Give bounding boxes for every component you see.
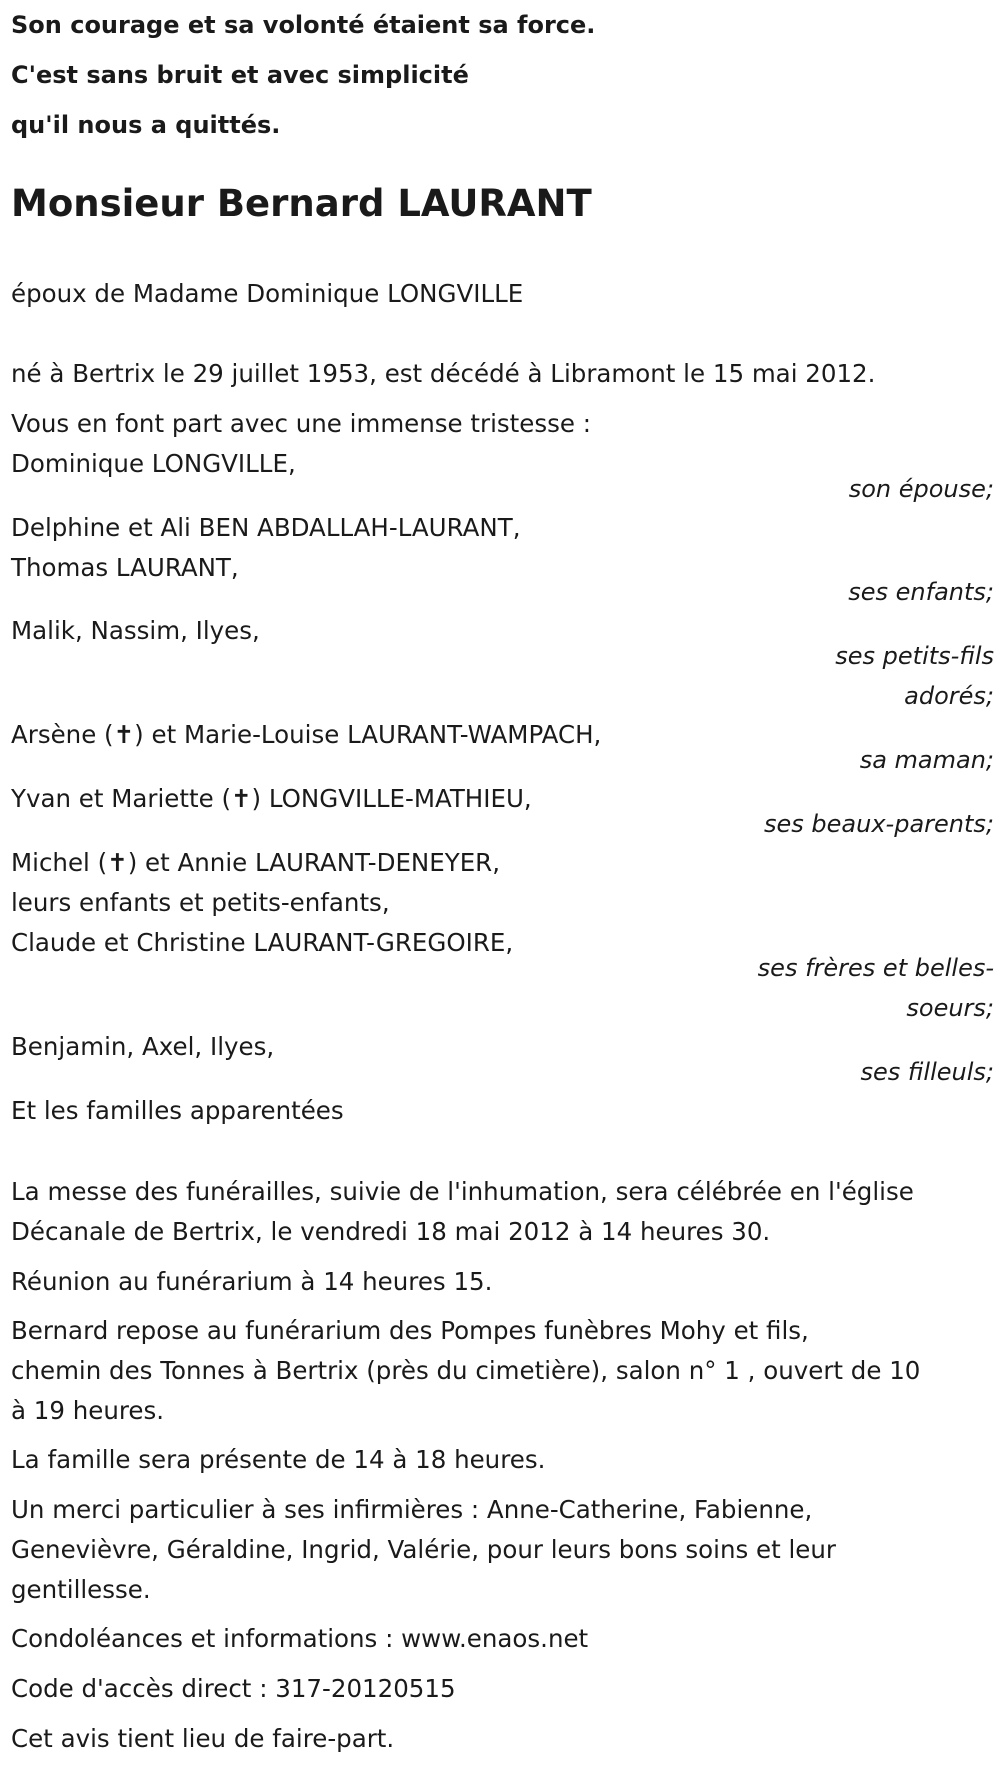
family-spouse-role: son épouse; xyxy=(848,475,994,503)
family-siblings-role-1: ses frères et belles- xyxy=(757,954,994,982)
family-godchildren: Benjamin, Axel, Ilyes, xyxy=(11,1032,275,1061)
ceremony-rest-line-3: à 19 heures. xyxy=(11,1396,165,1425)
ceremony-family-present: La famille sera présente de 14 à 18 heures. xyxy=(11,1445,546,1474)
family-grandsons-role-2: adorés; xyxy=(904,682,994,710)
quote-line-3: qu'il nous a quittés. xyxy=(11,111,281,139)
deceased-name: Monsieur Bernard LAURANT xyxy=(11,182,592,225)
quote-line-2: C'est sans bruit et avec simplicité xyxy=(11,61,469,89)
family-mother-role: sa maman; xyxy=(859,746,994,774)
ceremony-thanks-line-1: Un merci particulier à ses infirmières : Anne-Catherine, Fabienne, xyxy=(11,1495,813,1524)
family-mother: Arsène (✝) et Marie-Louise LAURANT-WAMPACH, xyxy=(11,720,602,749)
family-child-1: Delphine et Ali BEN ABDALLAH-LAURANT, xyxy=(11,513,521,542)
birth-death-line: né à Bertrix le 29 juillet 1953, est décédé à Libramont le 15 mai 2012. xyxy=(11,359,876,388)
family-grandsons-role-1: ses petits-fils xyxy=(835,642,994,670)
quote-line-1: Son courage et sa volonté étaient sa force. xyxy=(11,11,596,39)
family-siblings-role-2: soeurs; xyxy=(906,994,994,1022)
ceremony-mass-line-2: Décanale de Bertrix, le vendredi 18 mai 2012 à 14 heures 30. xyxy=(11,1217,771,1246)
ceremony-condolences: Condoléances et informations : www.enaos.net xyxy=(11,1624,589,1653)
family-inlaws-role: ses beaux-parents; xyxy=(764,810,994,838)
announce-line: Vous en font part avec une immense tristesse : xyxy=(11,409,591,438)
family-relatives: Et les familles apparentées xyxy=(11,1096,344,1125)
spouse-line: époux de Madame Dominique LONGVILLE xyxy=(11,279,524,308)
family-inlaws: Yvan et Mariette (✝) LONGVILLE-MATHIEU, xyxy=(11,784,532,813)
family-sibling-2: Claude et Christine LAURANT-GREGOIRE, xyxy=(11,928,514,957)
family-grandsons: Malik, Nassim, Ilyes, xyxy=(11,616,260,645)
family-sibling-1-family: leurs enfants et petits-enfants, xyxy=(11,888,390,917)
ceremony-access-code: Code d'accès direct : 317-20120515 xyxy=(11,1674,456,1703)
ceremony-rest-line-2: chemin des Tonnes à Bertrix (près du cimetière), salon n° 1 , ouvert de 10 xyxy=(11,1356,921,1385)
ceremony-thanks-line-2: Genevièvre, Géraldine, Ingrid, Valérie, pour leurs bons soins et leur xyxy=(11,1535,836,1564)
ceremony-rest-line-1: Bernard repose au funérarium des Pompes funèbres Mohy et fils, xyxy=(11,1316,809,1345)
family-sibling-1: Michel (✝) et Annie LAURANT-DENEYER, xyxy=(11,848,500,877)
ceremony-mass-line-1: La messe des funérailles, suivie de l'inhumation, sera célébrée en l'église xyxy=(11,1177,914,1206)
family-spouse-name: Dominique LONGVILLE, xyxy=(11,449,296,478)
ceremony-meeting: Réunion au funérarium à 14 heures 15. xyxy=(11,1267,493,1296)
ceremony-thanks-line-3: gentillesse. xyxy=(11,1575,151,1604)
family-child-2: Thomas LAURANT, xyxy=(11,553,239,582)
ceremony-notice: Cet avis tient lieu de faire-part. xyxy=(11,1724,395,1753)
family-children-role: ses enfants; xyxy=(848,578,994,606)
family-godchildren-role: ses filleuls; xyxy=(860,1058,994,1086)
